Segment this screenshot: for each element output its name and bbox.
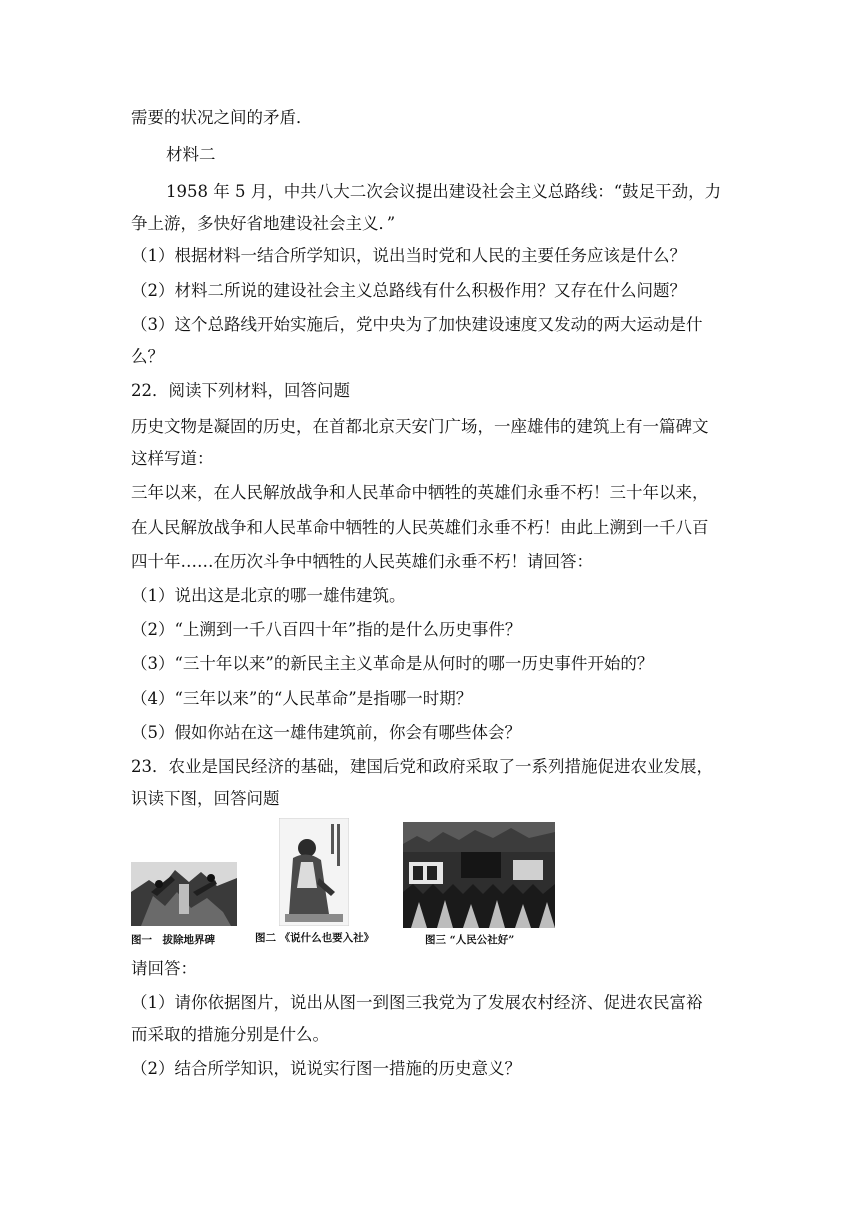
question-line: （2）材料二所说的建设社会主义总路线有什么积极作用？又存在什么问题？: [131, 281, 686, 300]
text-line: 这样写道：: [131, 449, 214, 468]
material-heading: 材料二: [166, 145, 216, 164]
figure-group: [131, 818, 561, 948]
question-line: （4）“三年以来”的“人民革命”是指哪一时期？: [131, 689, 473, 708]
inscription-line: 四十年……在历次斗争中牺牲的人民英雄们永垂不朽！请回答：: [131, 552, 593, 571]
question-line: （1）请你依据图片，说出从图一到图三我党为了发展农村经济、促进农民富裕: [131, 993, 703, 1012]
figure-1-photo: [131, 862, 237, 926]
question-line: （1）根据材料一结合所学知识，说出当时党和人民的主要任务应该是什么？: [131, 246, 686, 265]
text-line: 需要的状况之间的矛盾．: [131, 108, 313, 127]
text-line: 历史文物是凝固的历史，在首都北京天安门广场，一座雄伟的建筑上有一篇碑文: [131, 417, 709, 436]
question-heading: 22．阅读下列材料，回答问题: [131, 381, 350, 400]
figure-1: [131, 862, 237, 946]
figure-3-photo: [403, 822, 555, 928]
text-line: 1958 年 5 月，中共八大二次会议提出建设社会主义总路线：“鼓足干劲，力: [166, 182, 722, 201]
question-line: （3）“三十年以来”的新民主主义革命是从何时的哪一历史事件开始的？: [131, 654, 654, 673]
text-line: 争上游，多快好省地建设社会主义．”: [131, 214, 396, 233]
figure-2-caption: 图二 《说什么也要入社》: [255, 932, 375, 944]
text-line: 请回答：: [131, 959, 197, 978]
figure-3-caption: 图三 “人民公社好”: [425, 934, 515, 946]
inscription-line: 在人民解放战争和人民革命中牺牲的人民英雄们永垂不朽！由此上溯到一千八百: [131, 518, 709, 537]
question-line: （2）“上溯到一千八百四十年”指的是什么历史事件？: [131, 620, 522, 639]
text-line: 识读下图，回答问题: [131, 789, 280, 808]
question-line: （2）结合所学知识，说说实行图一措施的历史意义？: [131, 1059, 521, 1078]
question-heading: 23．农业是国民经济的基础，建国后党和政府采取了一系列措施促进农业发展，: [131, 757, 713, 776]
text-line: 么？: [131, 347, 164, 366]
question-line: （5）假如你站在这一雄伟建筑前，你会有哪些体会？: [131, 723, 521, 742]
question-line: （3）这个总路线开始实施后，党中央为了加快建设速度又发动的两大运动是什: [131, 315, 703, 334]
figure-2: [255, 818, 375, 944]
figure-3: [403, 822, 555, 946]
question-line: （1）说出这是北京的哪一雄伟建筑。: [131, 586, 406, 605]
figure-1-caption: 图一 拔除地界碑: [131, 934, 215, 946]
figure-2-poster: [279, 818, 349, 926]
inscription-line: 三年以来，在人民解放战争和人民革命中牺牲的英雄们永垂不朽！三十年以来，: [131, 483, 709, 502]
text-line: 而采取的措施分别是什么。: [131, 1025, 329, 1044]
